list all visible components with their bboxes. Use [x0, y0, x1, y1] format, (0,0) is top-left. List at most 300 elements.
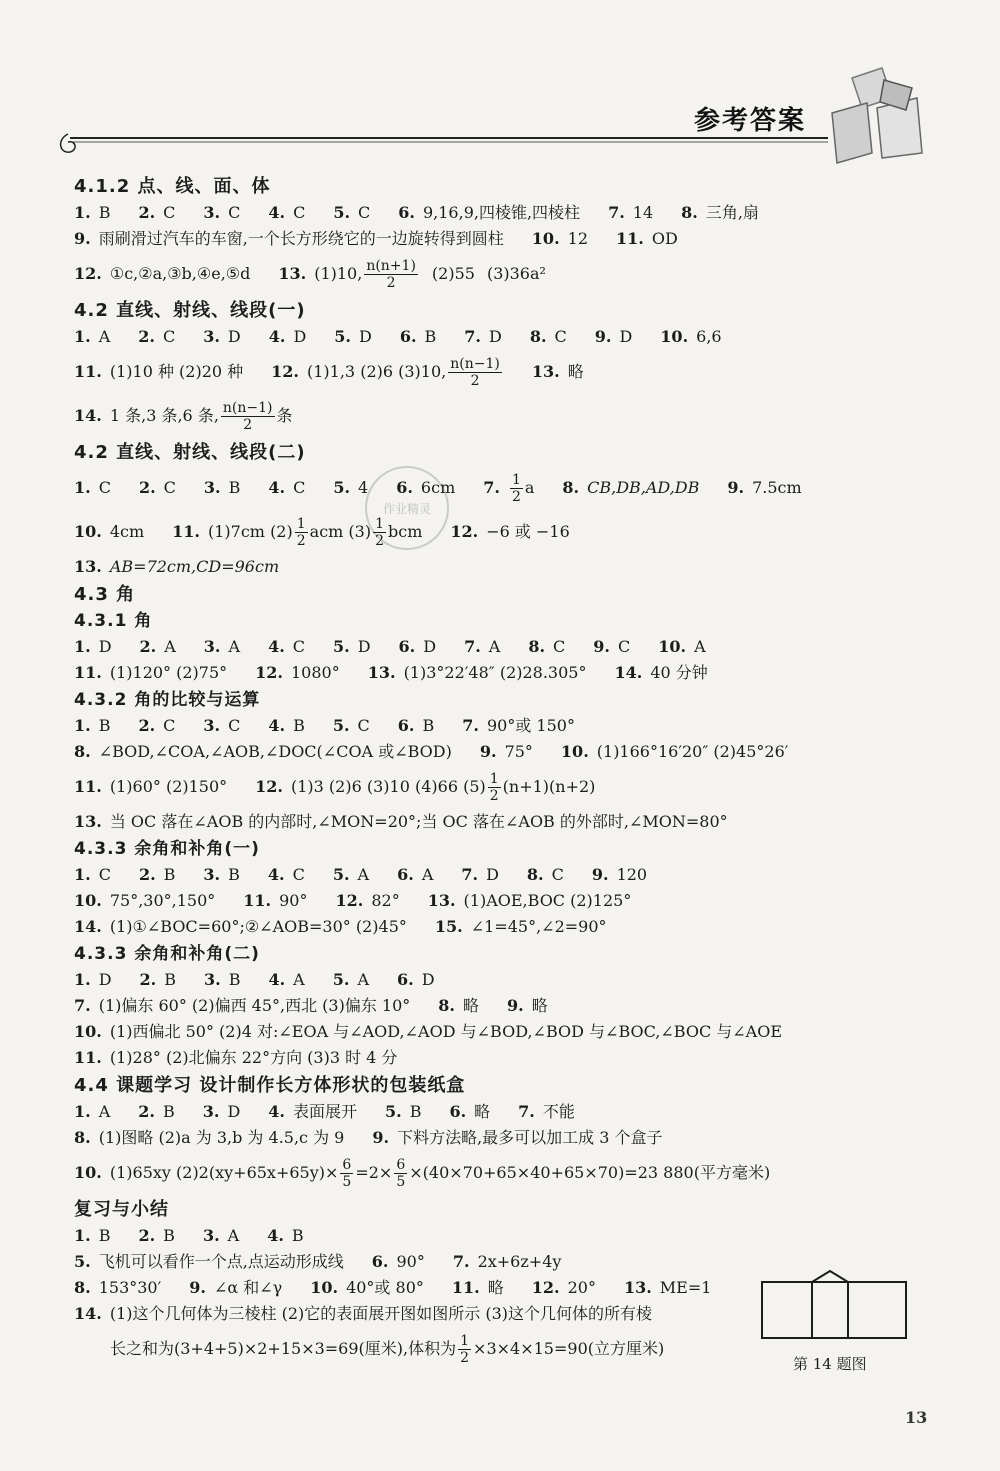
answer-item: [333, 968, 369, 992]
question-number: 9.: [507, 996, 524, 1015]
answer-text: 下料方法略,最多可以加工成 3 个盒子: [397, 1128, 663, 1147]
answer-item: [139, 863, 175, 887]
answer-text: D: [293, 327, 307, 346]
question-number: 8.: [528, 637, 546, 656]
answer-text: D: [358, 327, 372, 346]
question-number: 1.: [74, 637, 91, 656]
answer-item: [518, 1100, 575, 1124]
answer-item: [368, 661, 587, 685]
answer-item: [658, 635, 705, 659]
question-number: 10.: [660, 327, 689, 346]
question-number: 1.: [74, 716, 91, 735]
answer-item: [74, 476, 111, 500]
answer-text: ME=1: [659, 1278, 712, 1297]
answer-text: D: [486, 865, 499, 884]
question-number: 3.: [203, 203, 221, 222]
answer-item: [74, 635, 112, 659]
answer-item: [614, 661, 707, 685]
question-number: 6.: [398, 637, 416, 656]
answer-text: 1080°: [291, 663, 340, 682]
answer-text: 90°: [279, 891, 308, 910]
question-number: 4.: [268, 203, 286, 222]
answer-text: B: [424, 327, 437, 346]
answer-item: [74, 1276, 161, 1300]
answer-text: C: [358, 203, 371, 222]
answer-item: [74, 1020, 782, 1044]
answer-text: B: [291, 1226, 304, 1245]
answer-row: 长之和为(3+4+5)×2+15×3=69(厘米),体积为 $\frac{1}{2}$ ×3×4×15=90(立方厘米): [110, 1332, 665, 1366]
question-number: 6.: [397, 716, 415, 735]
question-number: 8.: [74, 1278, 91, 1297]
question-number: 2.: [138, 1226, 156, 1245]
answer-text: C: [163, 478, 176, 497]
answer-row: [74, 1099, 954, 1125]
answer-text: B: [228, 970, 241, 989]
question-number: 2.: [138, 478, 156, 497]
answer-item: [203, 1224, 239, 1248]
question-number: 10.: [310, 1278, 339, 1297]
question-number: 7.: [461, 865, 479, 884]
answer-item: [532, 227, 588, 251]
answer-row: [74, 554, 954, 580]
answer-item: [398, 201, 580, 225]
answer-item: [464, 325, 502, 349]
answer-row: [74, 660, 954, 686]
question-number: 13.: [623, 1278, 652, 1297]
header-title: 参考答案: [694, 106, 807, 136]
question-number: 8.: [74, 1128, 91, 1147]
answer-item: [268, 635, 305, 659]
answer-item: [530, 325, 567, 349]
question-number: 11.: [451, 1278, 480, 1297]
answer-item: [138, 1100, 174, 1124]
answer-text: A: [98, 1102, 111, 1121]
section-title: 4.2 直线、射线、线段(二): [74, 442, 306, 463]
question-number: 7.: [464, 327, 481, 346]
question-number: 6.: [399, 327, 417, 346]
question-number: 5.: [333, 478, 351, 497]
answer-text: 略: [474, 1102, 491, 1121]
answer-text: D: [423, 637, 437, 656]
answer-row: [74, 914, 954, 940]
answer-row: [74, 765, 954, 809]
question-number: 2.: [139, 637, 157, 656]
answer-item: [74, 201, 110, 225]
question-number: 1.: [74, 865, 91, 884]
answer-text: B: [293, 716, 305, 735]
answer-text: B: [164, 970, 176, 989]
question-number: 4.: [267, 865, 285, 884]
answer-text: OD: [651, 229, 678, 248]
answer-text: 153°30′: [98, 1278, 162, 1297]
answer-text: 略: [463, 996, 480, 1015]
question-number: 7.: [462, 716, 479, 735]
answer-row: [74, 1151, 954, 1195]
answer-item: [203, 201, 240, 225]
answer-text: 4: [358, 478, 369, 497]
answer-item: [593, 635, 630, 659]
answer-row: [74, 510, 954, 554]
answer-item: [333, 714, 370, 738]
answer-text: 82°: [371, 891, 400, 910]
question-number: 7.: [608, 203, 625, 222]
answer-item: [203, 325, 241, 349]
answer-text: 75°,30°,150°: [109, 891, 216, 910]
question-number: 5.: [384, 1102, 402, 1121]
question-number: 8.: [529, 327, 547, 346]
answer-item: [138, 1224, 174, 1248]
answer-text: A: [357, 865, 370, 884]
answer-text: 12: [567, 229, 588, 248]
answer-row: [74, 809, 954, 835]
answer-item: 13. (1)10, $\frac{n(n+1)}{2}$ (2)55 (3)36a²: [278, 257, 546, 291]
header-rule: [48, 128, 838, 168]
question-number: 2.: [139, 970, 157, 989]
answer-item: [681, 201, 759, 225]
question-number: 4.: [268, 1102, 285, 1121]
answer-item: [616, 227, 678, 251]
answer-text: 90°: [396, 1252, 425, 1271]
answer-item: 10. 4cm: [74, 522, 145, 541]
question-number: 8.: [74, 742, 91, 761]
answer-item: [138, 714, 175, 738]
answer-text: A: [164, 637, 176, 656]
question-number: 8.: [526, 865, 544, 884]
answer-text: (1)偏东 60° (2)偏西 45°,西北 (3)偏东 10°: [98, 996, 411, 1015]
answer-content: [74, 172, 954, 1371]
answer-item: [138, 325, 175, 349]
answer-item: [74, 889, 215, 913]
question-number: 12.: [255, 663, 283, 682]
answer-text: C: [98, 865, 111, 884]
answer-item: [268, 968, 304, 992]
watermark-stamp: 作业精灵: [365, 466, 449, 550]
answer-text: B: [228, 478, 241, 497]
answer-item: [189, 1276, 282, 1300]
answer-text: C: [163, 203, 176, 222]
answer-text: A: [293, 970, 305, 989]
answer-text: 9,16,9,四棱锥,四棱柱: [422, 203, 581, 222]
answer-item: [74, 968, 112, 992]
question-number: 5.: [74, 1252, 91, 1271]
answer-item: [449, 1100, 490, 1124]
answer-row: [74, 324, 954, 350]
answer-item: [624, 1276, 712, 1300]
question-number: 4.: [268, 716, 286, 735]
question-number: 14.: [74, 917, 102, 936]
answer-row: [74, 200, 954, 226]
answer-text: B: [98, 1226, 111, 1245]
answer-text: D: [98, 637, 112, 656]
answer-item: 13. AB=72cm,CD=96cm: [74, 557, 280, 576]
prism-net-figure: [760, 1270, 910, 1340]
answer-item: 12. (1)3 (2)6 (3)10 (4)66 (5) $\frac{1}{2}$ (n+1)(n+2): [255, 770, 596, 804]
fraction: $\frac{1}{2}$: [296, 515, 306, 549]
question-number: 6.: [397, 865, 414, 884]
answer-row: [74, 967, 954, 993]
answer-item: [398, 714, 434, 738]
answer-text: A: [98, 327, 111, 346]
answer-text: C: [163, 716, 176, 735]
answer-row: [74, 1125, 954, 1151]
answer-item: [532, 1276, 596, 1300]
answer-item: [204, 635, 240, 659]
answer-item: [268, 1100, 357, 1124]
answer-item: [561, 740, 788, 764]
answer-item: [462, 714, 575, 738]
answer-item: 9. 7.5cm: [727, 478, 802, 497]
answer-text: 14: [632, 203, 654, 222]
answer-text: 6,6: [696, 327, 722, 346]
answer-text: 2x+6z+4y: [477, 1252, 562, 1271]
answer-item: [428, 889, 632, 913]
answer-item: [74, 661, 227, 685]
answer-text: 略: [531, 996, 548, 1015]
answer-text: 6cm: [420, 478, 456, 497]
question-number: 11.: [74, 663, 102, 682]
question-number: 3.: [202, 1102, 220, 1121]
answer-item: [461, 863, 499, 887]
answer-item: [74, 863, 111, 887]
question-number: 3.: [204, 970, 221, 989]
question-number: 8.: [681, 203, 698, 222]
answer-text: ∠BOD,∠COA,∠AOB,∠DOC(∠COA 或∠BOD): [98, 742, 452, 761]
section-title: 4.2 直线、射线、线段(一): [74, 300, 306, 321]
question-number: 1.: [74, 970, 91, 989]
fraction: $\frac{1}{2}$: [460, 1332, 470, 1366]
answer-text: 20°: [567, 1278, 596, 1297]
question-number: 7.: [518, 1102, 535, 1121]
answer-text: (1)AOE,BOC (2)125°: [463, 891, 632, 910]
question-number: 12.: [335, 891, 364, 910]
answer-item: [139, 476, 176, 500]
answer-text: C: [228, 716, 241, 735]
answer-item: [453, 1250, 562, 1274]
answer-text: D: [98, 970, 112, 989]
answer-item: 14. 1 条,3 条,6 条, $\frac{n(n-1)}{2}$ 条: [74, 399, 293, 433]
section-title: 复习与小结: [74, 1199, 169, 1220]
question-number: 3.: [203, 637, 221, 656]
answer-text: 三角,扇: [705, 203, 759, 222]
answer-item: [74, 1224, 110, 1248]
answer-item: [399, 635, 437, 659]
answer-text: ∠α 和∠γ: [213, 1278, 283, 1297]
answer-text: D: [227, 1102, 241, 1121]
answer-item: [268, 714, 304, 738]
answer-item: [438, 994, 479, 1018]
answer-item: 12. (1)1,3 (2)6 (3)10, $\frac{n(n-1)}{2}$: [271, 355, 500, 389]
question-number: 4.: [268, 327, 286, 346]
answer-item: [480, 740, 533, 764]
question-number: 10.: [531, 229, 560, 248]
fraction: $\frac{n(n-1)}{2}$: [450, 355, 500, 389]
answer-row: [74, 1045, 954, 1071]
question-number: 2.: [138, 1102, 155, 1121]
answer-item: [527, 863, 564, 887]
fraction: $\frac{1}{2}$: [511, 471, 521, 505]
answer-item: [74, 714, 110, 738]
question-number: 10.: [658, 637, 687, 656]
answer-item: [397, 968, 435, 992]
answer-text: A: [694, 637, 706, 656]
question-number: 6.: [371, 1252, 389, 1271]
answer-item: [333, 863, 369, 887]
answer-text: B: [98, 203, 111, 222]
question-number: 10.: [560, 742, 589, 761]
answer-text: 略: [487, 1278, 504, 1297]
fraction: $\frac{n(n-1)}{2}$: [222, 399, 273, 433]
question-number: 11.: [74, 1048, 102, 1067]
answer-text: 90°或 150°: [486, 716, 575, 735]
question-number: 2.: [138, 865, 156, 884]
answer-item: [400, 325, 436, 349]
answer-text: 120: [616, 865, 648, 884]
question-number: 10.: [74, 1022, 102, 1041]
section-title: 4.3 角: [74, 584, 136, 605]
answer-row: [74, 634, 954, 660]
answer-text: 40°或 80°: [346, 1278, 424, 1297]
answer-item: [74, 1100, 110, 1124]
answer-text: B: [409, 1102, 422, 1121]
question-number: 1.: [74, 1226, 91, 1245]
answer-item: [333, 476, 368, 500]
answer-item: 7. $\frac{1}{2}$ a: [483, 471, 535, 505]
answer-text: (1)28° (2)北偏东 22°方向 (3)3 时 4 分: [109, 1048, 398, 1067]
answer-text: (1)图略 (2)a 为 3,b 为 4.5,c 为 9: [98, 1128, 345, 1147]
page-number: 13: [905, 1408, 928, 1427]
answer-text: B: [163, 865, 176, 884]
answer-text: B: [422, 716, 435, 735]
answer-text: C: [293, 203, 306, 222]
answer-item: 11. (1)7cm (2) $\frac{1}{2}$ acm (3) $\frac{1}{2}$ bcm: [172, 515, 423, 549]
question-number: 6.: [397, 970, 414, 989]
question-number: 6.: [449, 1102, 467, 1121]
answer-item: [138, 201, 175, 225]
answer-item: [269, 325, 307, 349]
question-number: 1.: [74, 478, 91, 497]
answer-text: 不能: [542, 1102, 575, 1121]
answer-item: [203, 714, 240, 738]
question-number: 14.: [614, 663, 643, 682]
question-number: 6.: [398, 203, 415, 222]
answer-row: [74, 226, 954, 252]
answer-item: [435, 915, 607, 939]
answer-row: [74, 713, 954, 739]
answer-item: [74, 740, 452, 764]
answer-text: (1)166°16′20″ (2)45°26′: [596, 742, 789, 761]
answer-item: 13. 当 OC 落在∠AOB 的内部时,∠MON=20°;当 OC 落在∠AOB 的外部时,∠MON=80°: [74, 812, 728, 831]
answer-item: [74, 1046, 397, 1070]
question-number: 2.: [138, 716, 156, 735]
answer-text: A: [488, 637, 501, 656]
answer-text: C: [98, 478, 111, 497]
answer-row: [74, 252, 954, 296]
answer-item: 13. 略: [531, 362, 584, 381]
answer-text: 75°: [504, 742, 533, 761]
question-number: 3.: [202, 1226, 220, 1245]
answer-text: B: [98, 716, 111, 735]
fraction: $\frac{1}{2}$: [375, 515, 384, 549]
answer-item: [267, 1224, 303, 1248]
answer-item: [243, 889, 307, 913]
question-number: 15.: [434, 917, 463, 936]
answer-item: [334, 325, 372, 349]
answer-text: D: [227, 327, 241, 346]
answer-text: C: [228, 203, 241, 222]
section-title: 4.4 课题学习 设计制作长方体形状的包装纸盒: [74, 1075, 466, 1096]
question-number: 11.: [616, 229, 644, 248]
answer-row: [74, 350, 954, 394]
question-number: 5.: [332, 970, 350, 989]
answer-row: [74, 862, 954, 888]
answer-item: [255, 661, 340, 685]
question-number: 3.: [203, 327, 220, 346]
answer-item: [507, 994, 548, 1018]
answer-text: C: [554, 327, 567, 346]
question-number: 13.: [367, 663, 396, 682]
answer-text: 飞机可以看作一个点,点运动形成线: [98, 1252, 344, 1271]
answer-text: 雨刷滑过汽车的车窗,一个长方形绕它的一边旋转得到圆柱: [98, 229, 504, 248]
answer-item: [310, 1276, 424, 1300]
answer-item: [592, 863, 647, 887]
question-number: 9.: [479, 742, 497, 761]
question-number: 4.: [268, 970, 286, 989]
answer-item: [268, 476, 305, 500]
answer-item: [268, 863, 305, 887]
answer-item: [385, 1100, 421, 1124]
question-number: 5.: [334, 327, 351, 346]
answer-row: [74, 466, 954, 510]
question-number: 4.: [268, 637, 285, 656]
answer-item: [74, 1250, 344, 1274]
answer-text: (1)①∠BOC=60°;②∠AOB=30° (2)45°: [109, 917, 407, 936]
answer-text: C: [292, 865, 305, 884]
question-number: 3.: [203, 478, 221, 497]
question-number: 12.: [531, 1278, 560, 1297]
question-number: 4.: [268, 478, 286, 497]
question-number: 9.: [591, 865, 609, 884]
question-number: 4.: [267, 1226, 284, 1245]
answer-item: [74, 325, 110, 349]
question-number: 9.: [189, 1278, 206, 1297]
answer-group: [74, 476, 483, 500]
fraction: $\frac{6}{5}$: [396, 1156, 406, 1190]
answer-item: [268, 201, 305, 225]
answer-text: C: [553, 637, 566, 656]
question-number: 7.: [464, 637, 481, 656]
answer-item: [74, 227, 504, 251]
question-number: 7.: [74, 996, 91, 1015]
building-blocks-decoration: [822, 58, 932, 168]
question-number: 9.: [594, 327, 612, 346]
answer-item: [74, 994, 410, 1018]
answer-item: [396, 476, 455, 500]
answer-row: [74, 739, 954, 765]
answer-text: A: [228, 637, 241, 656]
question-number: 5.: [333, 637, 350, 656]
answer-text: B: [162, 1102, 175, 1121]
answer-text: C: [293, 478, 306, 497]
answer-text: C: [618, 637, 631, 656]
question-number: 5.: [332, 865, 350, 884]
question-number: 1.: [74, 203, 91, 222]
answer-text: C: [551, 865, 564, 884]
subsection-title: 4.3.3 余角和补角(二): [74, 944, 260, 964]
question-number: 2.: [138, 327, 155, 346]
question-number: 9.: [593, 637, 610, 656]
question-number: 7.: [452, 1252, 470, 1271]
section-title: 4.1.2 点、线、面、体: [74, 176, 271, 197]
